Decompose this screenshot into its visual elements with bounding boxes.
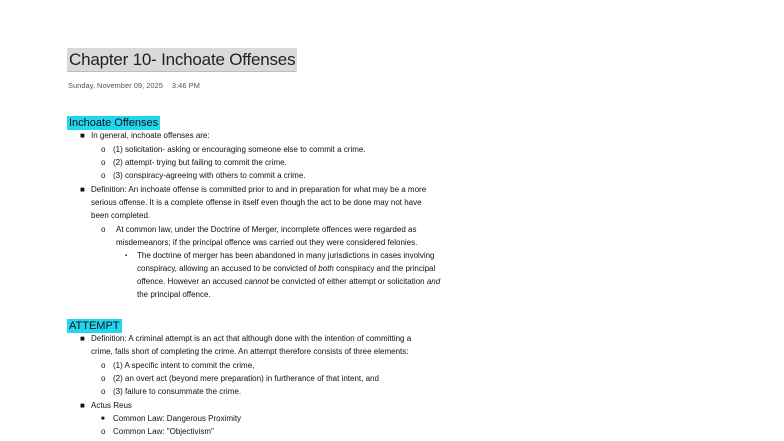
bullet-circle-icon: o: [101, 225, 106, 234]
text-run: be convicted of either attempt or solicitation: [268, 277, 427, 286]
list-item-continuation[interactable]: [137, 276, 440, 288]
page-timestamp: [68, 81, 200, 90]
page-title-box[interactable]: [67, 48, 297, 72]
bullet-dot-icon: ■: [80, 131, 85, 140]
list-item[interactable]: Definition: An inchoate offense is committed prior to and in preparation for what may be a more: [91, 185, 427, 194]
text-run-italic: both: [318, 264, 334, 273]
list-item[interactable]: Actus Reus: [91, 401, 132, 410]
list-item-continuation[interactable]: [137, 263, 435, 275]
list-item[interactable]: Common Law: "Objectivism": [113, 427, 214, 436]
bullet-circle-icon: o: [101, 171, 106, 180]
bullet-circle-icon: o: [101, 145, 106, 154]
list-item-continuation[interactable]: serious offense. It is a complete offense in itself even though the act to be done may not have: [91, 198, 422, 207]
text-run: offence. However an accused: [137, 277, 245, 286]
text-run: conspiracy and the principal: [333, 264, 436, 273]
bullet-square-icon: ▪: [125, 253, 128, 259]
bullet-circle-icon: o: [101, 158, 106, 167]
bullet-circle-icon: o: [101, 374, 106, 383]
heading-inchoate-offenses[interactable]: Inchoate Offenses: [69, 117, 159, 129]
text-run: conspiracy, allowing an accused to be convicted of: [137, 264, 319, 273]
bullet-dot-icon: ■: [80, 401, 85, 410]
list-item-continuation[interactable]: crime, falls short of completing the crime. An attempt therefore consists of three elements:: [91, 347, 409, 356]
list-item[interactable]: Common Law: Dangerous Proximity: [113, 414, 242, 423]
bullet-dot-icon: ■: [80, 334, 85, 343]
list-item[interactable]: (2) an overt act (beyond mere preparation) in furtherance of that intent, and: [113, 374, 379, 383]
list-item-continuation[interactable]: misdemeanors; if the principal offence was carried out they were considered felonies.: [116, 238, 418, 247]
list-item[interactable]: (3) conspiracy-agreeing with others to commit a crime.: [113, 171, 306, 180]
bullet-dot-icon: ■: [80, 185, 85, 194]
list-item[interactable]: The doctrine of merger has been abandoned in many jurisdictions in cases involving: [137, 251, 435, 260]
heading-attempt[interactable]: ATTEMPT: [69, 320, 120, 332]
list-item[interactable]: (2) attempt- trying but failing to commit the crime.: [113, 158, 287, 167]
list-item[interactable]: Definition: A criminal attempt is an act that although done with the intention of committing a: [91, 334, 412, 343]
list-item[interactable]: (1) A specific intent to commit the crime,: [113, 361, 255, 370]
list-item-continuation[interactable]: the principal offence.: [137, 290, 211, 299]
list-item-continuation[interactable]: been completed.: [91, 211, 151, 220]
list-item[interactable]: (3) failure to consummate the crime.: [113, 387, 242, 396]
list-item[interactable]: In general, inchoate offenses are:: [91, 131, 210, 140]
text-run-italic: cannot: [244, 277, 269, 286]
page-date: Sunday, November 09, 2025: [68, 81, 163, 90]
list-item[interactable]: (1) solicitation- asking or encouraging someone else to commit a crime.: [113, 145, 366, 154]
bullet-circle-icon: o: [101, 387, 106, 396]
list-item[interactable]: At common law, under the Doctrine of Merger, incomplete offences were regarded as: [116, 225, 417, 234]
bullet-square-icon: ■: [101, 416, 105, 422]
page-time: 3:46 PM: [171, 81, 200, 90]
text-run-italic: and: [426, 277, 441, 286]
bullet-circle-icon: o: [101, 361, 106, 370]
page-title[interactable]: Chapter 10- Inchoate Offenses: [69, 50, 296, 69]
bullet-circle-icon: o: [101, 427, 106, 436]
